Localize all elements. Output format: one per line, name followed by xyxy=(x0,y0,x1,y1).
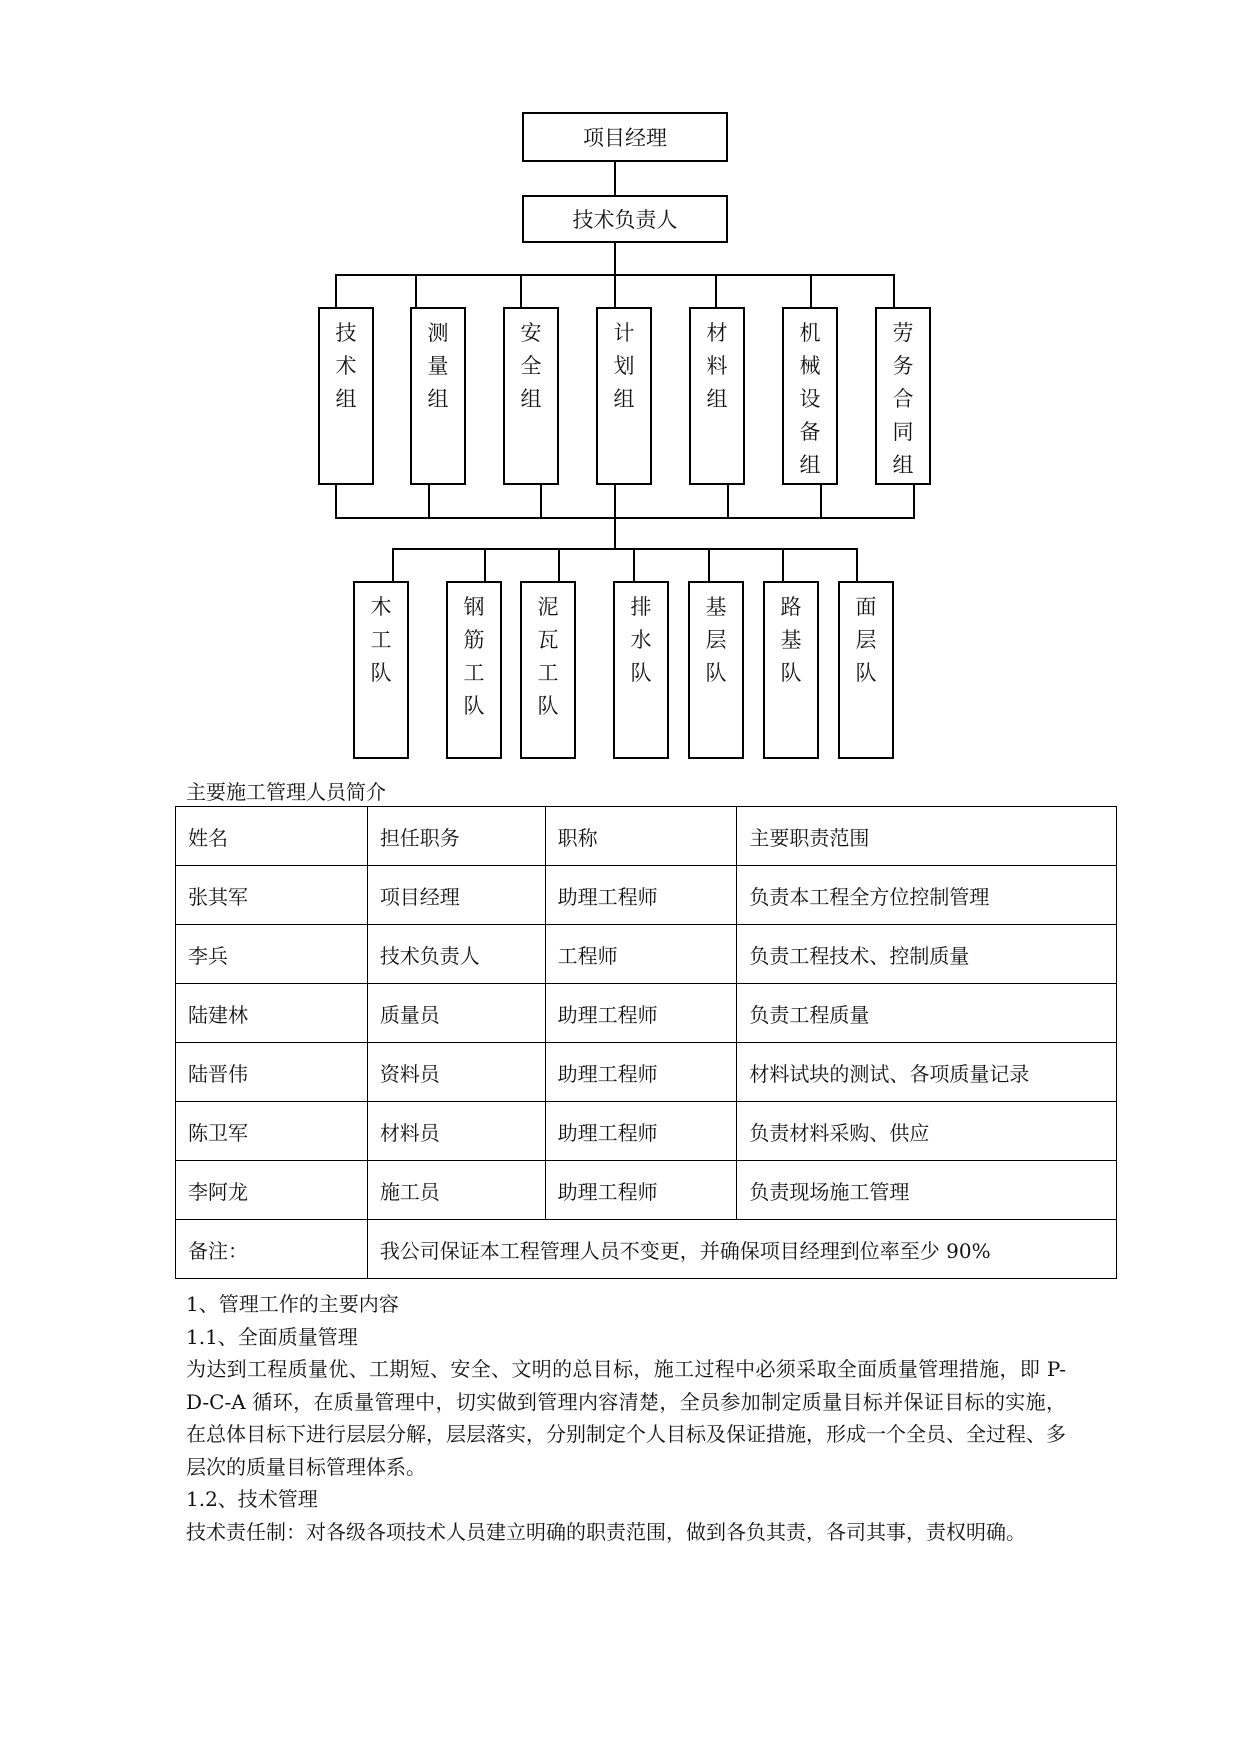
table-cell: 助理工程师 xyxy=(545,984,737,1043)
connector-line xyxy=(428,485,430,518)
connector-line xyxy=(484,548,486,581)
connector-line xyxy=(392,548,394,581)
table-header-cell: 担任职务 xyxy=(367,807,545,866)
org-group-box xyxy=(596,307,652,485)
org-team-box xyxy=(353,581,409,759)
connector-line xyxy=(820,485,822,518)
org-group-label: 测量组 xyxy=(427,321,449,411)
table-cell: 负责材料采购、供应 xyxy=(737,1102,1117,1161)
org-team-box xyxy=(763,581,819,759)
connector-line xyxy=(335,274,337,308)
table-cell: 质量员 xyxy=(367,984,545,1043)
org-group-label: 劳务合同组 xyxy=(892,321,914,477)
table-cell: 李兵 xyxy=(176,925,368,984)
org-team-box xyxy=(613,581,669,759)
section-heading: 1、管理工作的主要内容 xyxy=(186,1292,399,1316)
paragraph: 为达到工程质量优、工期短、安全、文明的总目标，施工过程中必须采取全面质量管理措施，即 P-D-C-A 循环，在质量管理中，切实做到管理内容清楚，全员参加制定质量目标并保证目标的实施，在总体目标下进行层层分解，层层落实，分别制定个人目标及保证措施，形成一个全员、全过程、多层次的质量目标管理体系。 xyxy=(186,1357,1066,1479)
table-row xyxy=(176,1161,1117,1220)
table-row xyxy=(176,1102,1117,1161)
org-team-label: 路基队 xyxy=(780,595,802,685)
table-cell: 张其军 xyxy=(176,866,368,925)
table-cell: 陈卫军 xyxy=(176,1102,368,1161)
connector-line xyxy=(335,485,337,518)
connector-line xyxy=(856,548,858,581)
connector-line xyxy=(782,548,784,581)
table-header-cell: 姓名 xyxy=(176,807,368,866)
connector-line xyxy=(540,485,542,518)
org-group-box xyxy=(689,307,745,485)
table-cell: 陆晋伟 xyxy=(176,1043,368,1102)
connector-line xyxy=(810,274,812,308)
org-team-label: 面层队 xyxy=(855,595,877,685)
table-cell: 工程师 xyxy=(545,925,737,984)
org-team-label: 木工队 xyxy=(370,595,392,685)
table-cell: 助理工程师 xyxy=(545,1102,737,1161)
table-row xyxy=(176,984,1117,1043)
table-cell: 材料试块的测试、各项质量记录 xyxy=(737,1043,1117,1102)
org-team-box xyxy=(520,581,576,759)
paragraph: 技术责任制：对各级各项技术人员建立明确的职责范围，做到各负其责，各司其事，责权明确。 xyxy=(186,1519,1026,1544)
table-cell: 负责现场施工管理 xyxy=(737,1161,1117,1220)
body-text xyxy=(186,1288,1066,1548)
connector-line xyxy=(913,485,915,518)
connector-line xyxy=(614,162,616,195)
org-group-label: 机械设备组 xyxy=(799,321,821,477)
table-cell: 助理工程师 xyxy=(545,1043,737,1102)
table-cell: 项目经理 xyxy=(367,866,545,925)
org-group-label: 技术组 xyxy=(335,321,357,411)
table-row xyxy=(176,1043,1117,1102)
table-cell: 负责工程技术、控制质量 xyxy=(737,925,1117,984)
org-group-label: 计划组 xyxy=(613,321,635,411)
table-header-cell: 职称 xyxy=(545,807,737,866)
table-cell: 负责工程质量 xyxy=(737,984,1117,1043)
table-note-row xyxy=(176,1220,1117,1279)
table-row xyxy=(176,866,1117,925)
org-group-label: 安全组 xyxy=(520,321,542,411)
table-cell: 资料员 xyxy=(367,1043,545,1102)
org-team-label: 基层队 xyxy=(705,595,727,685)
note-label: 备注： xyxy=(176,1220,368,1279)
connector-line xyxy=(614,274,616,308)
connector-line xyxy=(633,548,635,581)
connector-line xyxy=(715,274,717,308)
table-cell: 负责本工程全方位控制管理 xyxy=(737,866,1117,925)
connector-line xyxy=(392,548,858,550)
org-box-technical-lead: 技术负责人 xyxy=(522,195,728,243)
connector-line xyxy=(614,517,616,549)
org-group-box xyxy=(410,307,466,485)
connector-line xyxy=(727,485,729,518)
org-team-box xyxy=(838,581,894,759)
table-cell: 材料员 xyxy=(367,1102,545,1161)
table-cell: 技术负责人 xyxy=(367,925,545,984)
org-group-box xyxy=(503,307,559,485)
connector-line xyxy=(415,274,417,308)
org-team-box xyxy=(446,581,502,759)
connector-line xyxy=(335,517,915,519)
table-row xyxy=(176,925,1117,984)
org-team-label: 排水队 xyxy=(630,595,652,685)
connector-line xyxy=(893,274,895,308)
table-cell: 助理工程师 xyxy=(545,1161,737,1220)
table-header-row xyxy=(176,807,1117,866)
table-cell: 施工员 xyxy=(367,1161,545,1220)
connector-line xyxy=(614,243,616,275)
connector-line xyxy=(520,274,522,308)
table-cell: 助理工程师 xyxy=(545,866,737,925)
subsection-heading: 1.1、全面质量管理 xyxy=(186,1324,358,1349)
org-group-label: 材料组 xyxy=(706,321,728,411)
org-group-box xyxy=(318,307,374,485)
connector-line xyxy=(708,548,710,581)
table-cell: 陆建林 xyxy=(176,984,368,1043)
note-text: 我公司保证本工程管理人员不变更，并确保项目经理到位率至少 90% xyxy=(367,1220,1116,1279)
org-team-label: 泥瓦工队 xyxy=(537,595,559,718)
subsection-heading: 1.2、技术管理 xyxy=(186,1487,318,1511)
table-caption: 主要施工管理人员简介 xyxy=(186,780,386,804)
org-team-label: 钢筋工队 xyxy=(463,595,485,718)
staff-table xyxy=(175,806,1117,1279)
table-header-cell: 主要职责范围 xyxy=(737,807,1117,866)
org-group-box xyxy=(782,307,838,485)
org-team-box xyxy=(688,581,744,759)
org-group-box xyxy=(875,307,931,485)
connector-line xyxy=(614,485,616,518)
org-box-project-manager: 项目经理 xyxy=(522,112,728,162)
connector-line xyxy=(558,548,560,581)
table-cell: 李阿龙 xyxy=(176,1161,368,1220)
